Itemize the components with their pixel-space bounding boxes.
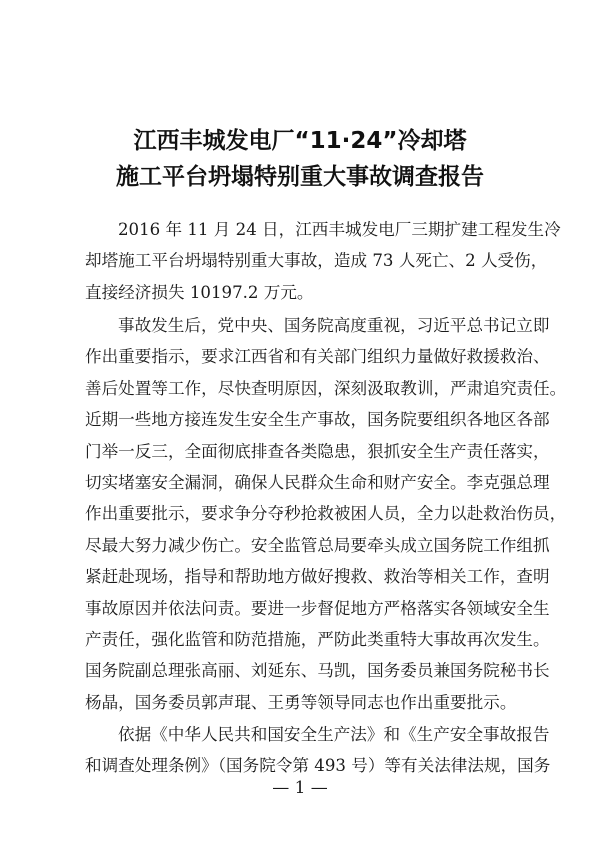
paragraph-line: 却塔施工平台坍塌特别重大事故，造成 73 人死亡、2 人受伤， <box>85 251 548 271</box>
paragraph-line: 依据《中华人民共和国安全生产法》和《生产安全事故报告 <box>118 725 550 744</box>
paragraph-3 <box>85 719 551 782</box>
report-title-line-1: 江西丰城发电厂“11·24”冷却塔 <box>133 128 467 154</box>
paragraph-1 <box>85 214 561 308</box>
paragraph-line: 紧赶赴现场，指导和帮助地方做好搜救、救治等相关工作，查明 <box>85 567 550 587</box>
paragraph-line: 作出重要指示，要求江西省和有关部门组织力量做好救援救治、 <box>85 347 550 367</box>
paragraph-line: 善后处置等工作，尽快查明原因，深刻汲取教训，严肃追究责任。 <box>85 378 567 398</box>
paragraph-line: 和调查处理条例》（国务院令第 493 号）等有关法律法规，国务 <box>85 756 551 776</box>
paragraph-line: 尽最大努力减少伤亡。安全监管总局要牵头成立国务院工作组抓 <box>85 535 550 555</box>
paragraph-line: 事故原因并依法问责。要进一步督促地方严格落实各领域安全生 <box>85 598 550 618</box>
paragraph-2 <box>85 310 567 718</box>
paragraph-line: 产责任，强化监管和防范措施，严防此类重特大事故再次发生。 <box>85 629 550 649</box>
paragraph-line: 国务院副总理张高丽、刘延东、马凯，国务委员兼国务院秘书长 <box>85 661 550 681</box>
paragraph-line: 杨晶，国务委员郭声琨、王勇等领导同志也作出重要批示。 <box>85 692 517 712</box>
paragraph-line: 门举一反三，全面彻底排查各类隐患，狠抓安全生产责任落实， <box>85 441 550 461</box>
paragraph-line: 事故发生后，党中央、国务院高度重视，习近平总书记立即 <box>118 316 550 335</box>
paragraph-line: 直接经济损失 10197.2 万元。 <box>85 282 314 302</box>
paragraph-line: 近期一些地方接连发生安全生产事故，国务院要组织各地区各部 <box>85 410 550 430</box>
paragraph-line: 作出重要批示，要求争分夺秒抢救被困人员，全力以赴救治伤员， <box>85 504 567 524</box>
paragraph-line: 切实堵塞安全漏洞，确保人民群众生命和财产安全。李克强总理 <box>85 472 550 492</box>
page-number: — 1 — <box>272 778 328 798</box>
report-title-line-2: 施工平台坍塌特别重大事故调查报告 <box>116 164 484 190</box>
paragraph-line: 2016 年 11 月 24 日，江西丰城发电厂三期扩建工程发生冷 <box>118 220 561 239</box>
